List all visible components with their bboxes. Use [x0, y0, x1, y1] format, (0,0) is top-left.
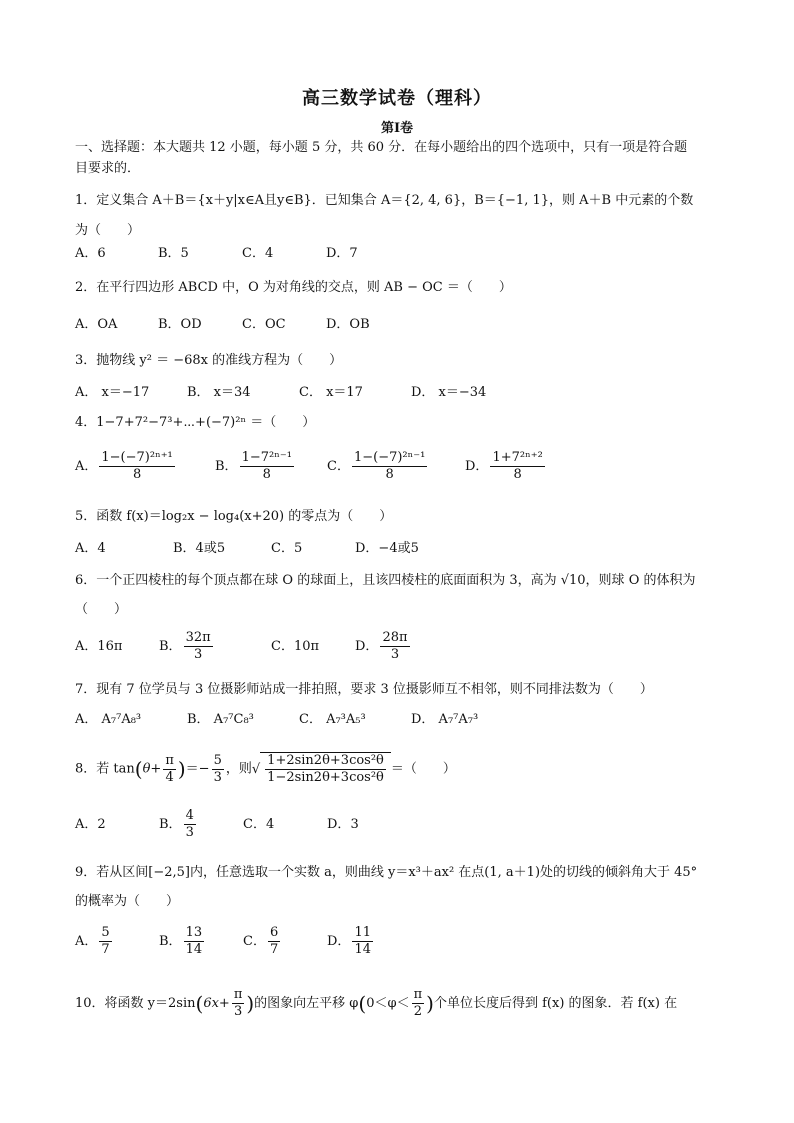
option-a: A．OA: [75, 317, 118, 332]
stem-text: ，则: [225, 761, 252, 777]
paren: (: [358, 991, 367, 1016]
question-2-options: [75, 316, 370, 334]
numerator: 28π: [382, 630, 408, 645]
option-c: C．OC: [242, 317, 286, 332]
option-d: [465, 450, 547, 483]
option-a: A．4: [75, 541, 106, 556]
radicand: [260, 752, 391, 786]
denominator: 2: [413, 1004, 423, 1019]
numerator: 5: [101, 925, 110, 940]
option-label: B．: [159, 817, 182, 832]
option-label: C．: [327, 459, 350, 474]
stem-text: 10．将函数 y＝2sin: [75, 996, 196, 1011]
denominator: 8: [385, 467, 394, 482]
question-9-options: [75, 925, 375, 958]
denominator: 1−2sin2θ+3cos²θ: [267, 770, 384, 785]
option-value: 10π: [293, 639, 320, 654]
fraction: [490, 450, 544, 483]
option-label: D．: [465, 459, 489, 474]
question-3-options: [75, 384, 486, 402]
option-label: B．: [215, 459, 238, 474]
option-c: [271, 638, 355, 656]
question-4-options: [75, 450, 547, 483]
option-c: [243, 925, 327, 958]
option-label: A．: [75, 817, 98, 832]
option-d: [327, 925, 375, 958]
option-label: B．: [159, 934, 182, 949]
question-5-stem: 5．函数 f(x)＝log₂x − log₄(x+20) 的零点为（ ）: [75, 509, 393, 524]
numerator: 5: [213, 752, 222, 768]
option-a: [75, 925, 159, 958]
option-label: D．: [327, 817, 351, 832]
option-label: C．: [243, 817, 266, 832]
denominator: 3: [185, 825, 194, 840]
option-c: [243, 816, 327, 834]
denominator: 3: [193, 647, 203, 662]
option-b: [159, 808, 243, 841]
fraction: [268, 925, 280, 958]
option-c: C． x＝17: [299, 385, 363, 400]
numerator: 13: [185, 925, 203, 940]
option-b: B．OD: [158, 317, 202, 332]
option-label: D．: [355, 639, 379, 654]
option-b: B． x＝34: [187, 385, 251, 400]
option-label: A．: [75, 934, 98, 949]
option-a: [75, 638, 159, 656]
paren: ): [426, 991, 434, 1016]
option-d: D．−4或5: [355, 541, 419, 556]
question-3-stem: 3．抛物线 y² ＝ −68x 的准线方程为（ ）: [75, 353, 343, 368]
fraction: [184, 808, 196, 841]
option-a: A．6: [75, 246, 106, 261]
option-b: B．4或5: [173, 541, 226, 556]
question-9-stem-cont: 的概率为（ ）: [75, 894, 180, 909]
question-6-stem-cont: （ ）: [75, 602, 128, 617]
stem-text: 0＜φ＜: [366, 996, 410, 1011]
option-c: C． A₇³A₅³: [299, 712, 366, 727]
option-value: 16π: [97, 639, 123, 654]
option-c: [327, 450, 465, 483]
numerator: 4: [185, 808, 194, 823]
fraction: [99, 925, 111, 958]
fraction: [240, 450, 294, 483]
numerator: 1−(−7)²ⁿ⁺¹: [101, 450, 173, 465]
option-d: D． A₇⁷A₇³: [411, 712, 479, 727]
option-value: 3: [350, 817, 359, 832]
denominator: 8: [262, 467, 271, 482]
denominator: 14: [185, 942, 203, 957]
numerator: 1−(−7)²ⁿ⁻¹: [353, 450, 426, 465]
question-6-options: [75, 630, 412, 663]
option-label: C．: [271, 639, 294, 654]
question-10-stem: [75, 987, 677, 1020]
stem-text: ＝−: [185, 761, 210, 777]
question-4-stem: 4．1−7+7²−7³+⋯+(−7)²ⁿ ＝（ ）: [75, 415, 316, 430]
numerator: 1+7²ⁿ⁺²: [492, 450, 543, 465]
radical: √ $\frac{\text{1+2sin2θ+3cos²θ}}{\text{1−2sin2θ+3cos²θ}}$: [252, 752, 391, 786]
question-7-stem: 7．现有 7 位学员与 3 位摄影师站成一排拍照，要求 3 位摄影师互不相邻，则不同排法数为（ ）: [75, 682, 653, 697]
option-d: D．OB: [326, 317, 370, 332]
denominator: 4: [165, 769, 174, 785]
fraction: [412, 987, 425, 1020]
option-b: [159, 630, 271, 663]
stem-text: 8．若 tan: [75, 761, 135, 777]
stem-text: 个单位长度后得到 f(x) 的图象．若 f(x) 在: [433, 996, 678, 1011]
paren: ): [177, 757, 186, 781]
question-6-stem: 6．一个正四棱柱的每个顶点都在球 O 的球面上，且该四棱柱的底面面积为 3，高为 √10，则球 O 的体积为: [75, 573, 696, 588]
fraction: [352, 925, 373, 958]
question-8-stem: [75, 752, 456, 786]
stem-text: 6x+: [203, 996, 230, 1011]
section-intro: 一、选择题：本大题共 12 小题，每小题 5 分，共 60 分．在每小题给出的四个选项中，只有一项是符合题: [75, 140, 688, 155]
question-8-options: [75, 808, 359, 841]
question-9-stem: 9．若从区间[−2,5]内，任意选取一个实数 a，则曲线 y＝x³＋ax² 在点(1, a＋1)处的切线的倾斜角大于 45°: [75, 865, 698, 880]
option-d: D． x＝−34: [411, 385, 487, 400]
fraction: [184, 925, 205, 958]
paren: (: [195, 991, 204, 1016]
question-1-stem-cont: 为（ ）: [75, 223, 141, 238]
fraction: [352, 450, 427, 483]
fraction: [163, 753, 176, 786]
stem-text: 的图象向左平移 φ: [254, 996, 359, 1011]
option-value: 4: [265, 817, 275, 832]
section-intro-cont: 目要求的．: [75, 161, 141, 176]
option-d: [327, 816, 359, 834]
option-a: A． A₇⁷A₈³: [75, 712, 142, 727]
stem-text: ＝（ ）: [390, 761, 456, 777]
fraction: [265, 753, 386, 786]
numerator: 32π: [185, 630, 211, 645]
option-label: A．: [75, 459, 98, 474]
denominator: 7: [101, 942, 110, 957]
option-b: [215, 450, 327, 483]
question-1-options: [75, 245, 358, 263]
denominator: 3: [213, 769, 222, 785]
option-c: C．4: [242, 246, 274, 261]
option-a: A． x＝−17: [75, 385, 150, 400]
option-label: D．: [327, 934, 351, 949]
question-2-stem: 2．在平行四边形 ABCD 中，O 为对角线的交点，则 AB − OC ＝（ ）: [75, 280, 512, 295]
question-1-stem: 1．定义集合 A＋B＝{x＋y|x∈A且y∈B}．已知集合 A＝{2, 4, 6}，B＝{−1, 1}，则 A＋B 中元素的个数: [75, 193, 694, 208]
option-a: [75, 816, 159, 834]
option-b: B．5: [158, 246, 189, 261]
fraction: [212, 753, 224, 786]
fraction: [99, 450, 174, 483]
numerator: 1+2sin2θ+3cos²θ: [267, 753, 384, 768]
option-b: [159, 925, 243, 958]
numerator: 11: [354, 925, 371, 940]
stem-text: θ+: [142, 761, 162, 777]
numerator: 1−7²ⁿ⁻¹: [241, 450, 292, 465]
option-d: [355, 630, 412, 663]
numerator: π: [413, 987, 423, 1002]
paren: (: [134, 757, 143, 781]
option-value: 2: [97, 817, 106, 832]
option-label: C．: [243, 934, 266, 949]
option-label: B．: [159, 639, 182, 654]
denominator: 8: [132, 467, 142, 482]
option-label: A．: [75, 639, 98, 654]
option-a: [75, 450, 215, 483]
denominator: 3: [233, 1004, 243, 1019]
option-b: B． A₇⁷C₈³: [187, 712, 254, 727]
page-title: 高三数学试卷（理科）: [302, 88, 492, 109]
denominator: 8: [513, 467, 522, 482]
option-d: D．7: [326, 246, 358, 261]
denominator: 14: [354, 942, 371, 957]
option-c: C．5: [271, 541, 303, 556]
numerator: 6: [269, 925, 279, 940]
fraction: [232, 987, 245, 1020]
numerator: π: [233, 987, 243, 1002]
paren: ): [246, 991, 255, 1016]
denominator: 3: [390, 647, 400, 662]
question-5-options: [75, 540, 419, 558]
question-7-options: [75, 711, 478, 729]
fraction: [184, 630, 213, 663]
fraction: [380, 630, 409, 663]
numerator: π: [165, 752, 174, 768]
denominator: 7: [269, 942, 279, 957]
volume-heading: 第Ⅰ卷: [380, 121, 414, 136]
